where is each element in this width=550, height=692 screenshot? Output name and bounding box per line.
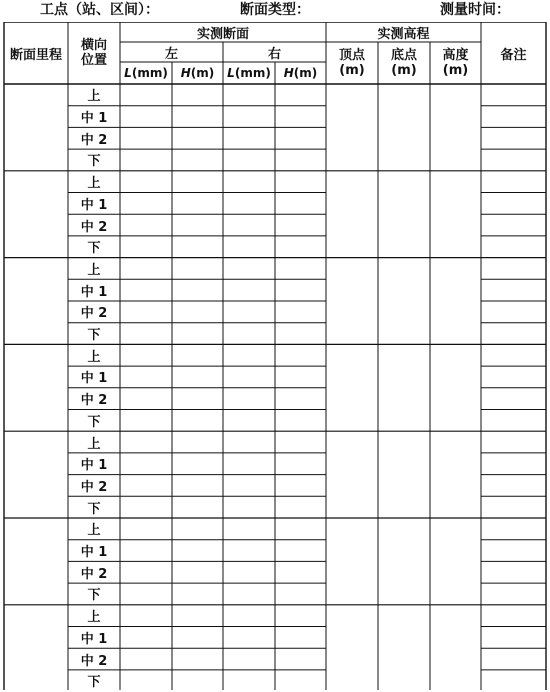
- lateral-position-cell: 下: [87, 588, 101, 604]
- section-type-label: 断面类型：: [240, 2, 310, 18]
- lateral-header-line2: 位置: [80, 53, 107, 68]
- lateral-position-cell: 中 1: [80, 631, 108, 647]
- lateral-position-cell: 中 2: [80, 393, 108, 409]
- mileage-header: 断面里程: [9, 47, 62, 63]
- bottom-point-line1: 底点: [390, 48, 417, 63]
- lateral-position-cell: 上: [87, 262, 101, 278]
- lateral-position-cell: 上: [87, 610, 101, 626]
- lateral-position-cell: 上: [87, 436, 101, 452]
- right-H-letter: H: [283, 66, 294, 80]
- left-H-header: [172, 62, 223, 84]
- left-header: 左: [164, 46, 178, 62]
- lateral-position-cell: 上: [87, 349, 101, 365]
- survey-time-label: 测量时间：: [440, 2, 510, 18]
- lateral-position-cell: 中 2: [80, 219, 108, 235]
- lateral-position-cell: 下: [87, 328, 101, 344]
- lateral-position-cell: 中 2: [80, 566, 108, 582]
- right-header: 右: [267, 46, 281, 62]
- left-L-letter: L: [124, 66, 132, 80]
- lateral-position-cell: 上: [87, 89, 101, 105]
- lateral-position-cell: 中 2: [80, 132, 108, 148]
- lateral-position-cell: 中 1: [80, 284, 108, 300]
- right-L-letter: L: [227, 66, 235, 80]
- top-point-header: [326, 42, 378, 84]
- height-line2: (m): [442, 63, 469, 78]
- lateral-position-cell: 中 2: [80, 653, 108, 669]
- height-header: [430, 42, 481, 84]
- elevation-header: 实测高程: [377, 26, 430, 42]
- height-line1: 高度: [442, 48, 469, 63]
- lateral-position-cell: 下: [87, 675, 101, 691]
- measured-section-header: 实测断面: [196, 26, 249, 42]
- form-header: [0, 0, 550, 20]
- lateral-position-cell: 中 1: [80, 458, 108, 474]
- left-H-unit: (m): [190, 66, 215, 80]
- lateral-position-cell: 下: [87, 414, 101, 430]
- lateral-position-cell: 中 1: [80, 545, 108, 561]
- lateral-position-cell: 中 2: [80, 479, 108, 495]
- top-point-line1: 顶点: [338, 48, 365, 63]
- site-label: 工点（站、区间）：: [40, 2, 159, 18]
- lateral-position-cell: 中 2: [80, 306, 108, 322]
- lateral-position-cell: 下: [87, 501, 101, 517]
- survey-table: [0, 22, 550, 690]
- top-point-line2: (m): [339, 63, 365, 78]
- left-L-unit: (mm): [131, 66, 168, 80]
- lateral-position-cell: 中 1: [80, 111, 108, 127]
- lateral-header-line1: 横向: [80, 38, 107, 53]
- right-L-header: [223, 62, 275, 84]
- left-H-letter: H: [180, 66, 191, 80]
- lateral-position-cell: 中 1: [80, 371, 108, 387]
- left-L-header: [120, 62, 172, 84]
- bottom-point-header: [378, 42, 430, 84]
- remark-header: 备注: [500, 47, 527, 63]
- right-H-unit: (m): [293, 66, 318, 80]
- right-H-header: [275, 62, 326, 84]
- bottom-point-line2: (m): [391, 63, 417, 78]
- lateral-position-cell: 下: [87, 241, 101, 257]
- lateral-position-header: [68, 22, 120, 84]
- lateral-position-cell: 中 1: [80, 197, 108, 213]
- right-L-unit: (mm): [234, 66, 271, 80]
- lateral-position-cell: 下: [87, 154, 101, 170]
- lateral-position-cell: 上: [87, 176, 101, 192]
- lateral-position-cell: 上: [87, 523, 101, 539]
